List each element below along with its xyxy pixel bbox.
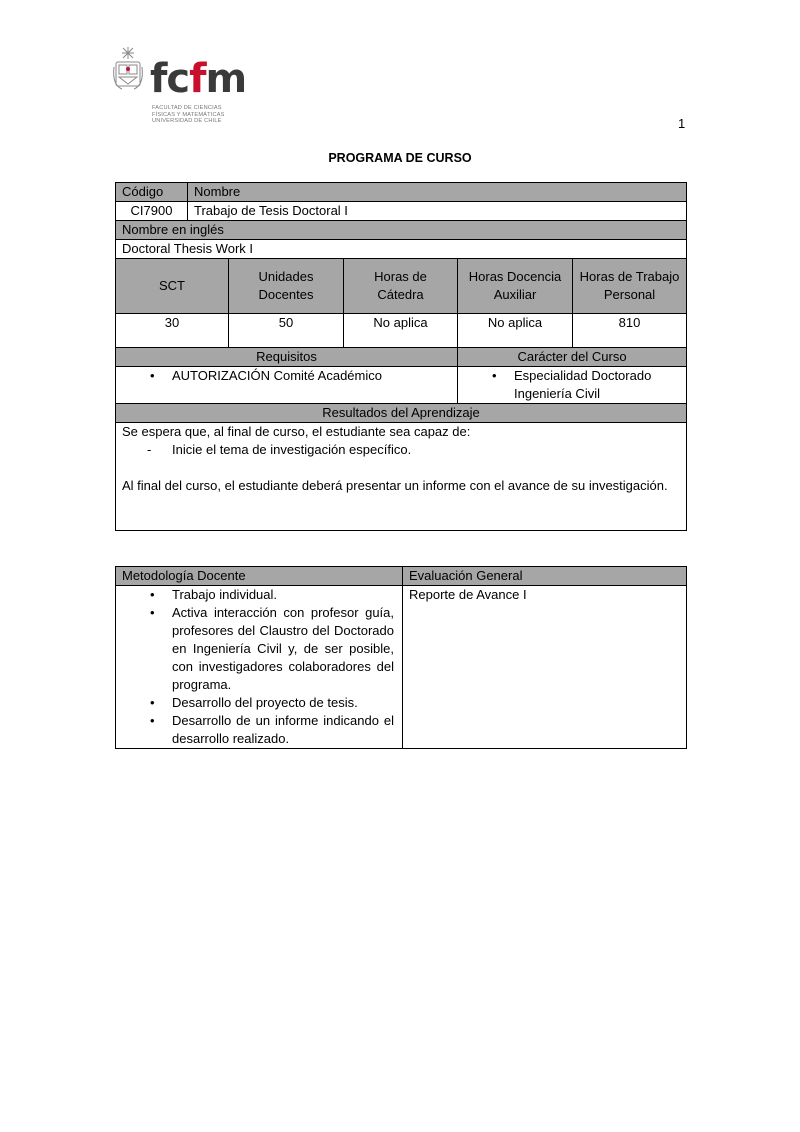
personal-hours-value: 810 [573, 314, 687, 348]
outcomes-intro: Se espera que, al final de curso, el estudiante sea capaz de: [122, 424, 471, 439]
logo-subtitle-line: UNIVERSIDAD DE CHILE [152, 118, 222, 124]
english-name-label: Nombre en inglés [116, 221, 687, 240]
name-label: Nombre [188, 183, 687, 202]
logo-wordmark [150, 56, 247, 102]
lecture-hours-value: No aplica [344, 314, 458, 348]
list-item: • Trabajo individual. [122, 586, 394, 604]
sct-value: 30 [116, 314, 229, 348]
lecture-hours-header: Horas de Cátedra [344, 259, 458, 314]
list-item: • Desarrollo de un informe indicando el desarrollo realizado. [122, 712, 394, 748]
page-title: PROGRAMA DE CURSO [328, 151, 472, 165]
logo-letter: m [205, 56, 247, 102]
character-label: Carácter del Curso [458, 348, 687, 367]
university-seal-icon [112, 45, 152, 105]
sct-header: SCT [116, 259, 229, 314]
outcomes-closing: Al final del curso, el estudiante deberá presentar un informe con el avance de su investigación. [122, 478, 668, 493]
list-item: • Activa interacción con profesor guía, profesores del Claustro del Doctorado en Ingeniería Civil y, de ser posible, con investigadores colaboradores del programa. [122, 604, 394, 694]
character-cell [458, 367, 687, 404]
faculty-logo [112, 45, 247, 130]
english-name: Doctoral Thesis Work I [116, 240, 687, 259]
course-code: CI7900 [116, 202, 188, 221]
requirements-label: Requisitos [116, 348, 458, 367]
list-item: • Desarrollo del proyecto de tesis. [122, 694, 394, 712]
evaluation-label: Evaluación General [403, 567, 687, 586]
course-name: Trabajo de Tesis Doctoral I [188, 202, 687, 221]
outcomes-label: Resultados del Aprendizaje [116, 404, 687, 423]
requirements-list [122, 367, 451, 385]
methodology-cell [116, 586, 403, 749]
methodology-table [115, 566, 687, 749]
teaching-units-value: 50 [229, 314, 344, 348]
outcomes-cell [116, 423, 687, 531]
code-label: Código [116, 183, 188, 202]
page-number: 1 [678, 116, 686, 131]
auxiliary-hours-value: No aplica [458, 314, 573, 348]
logo-wordmark-text [150, 56, 246, 102]
evaluation-cell: Reporte de Avance I [403, 586, 687, 749]
outcomes-item [122, 441, 680, 459]
logo-letter: f [189, 56, 206, 102]
character-list [464, 367, 680, 403]
dash-marker: - [147, 442, 152, 457]
logo-subtitle [152, 105, 252, 125]
teaching-units-header: Unidades Docentes [229, 259, 344, 314]
methodology-label: Metodología Docente [116, 567, 403, 586]
logo-subtitle-line: FACULTAD DE CIENCIAS [152, 105, 222, 111]
logo-letter: f [150, 56, 167, 102]
logo-subtitle-line: FÍSICAS Y MATEMÁTICAS [152, 111, 225, 118]
outcomes-item-text: Inicie el tema de investigación específico. [172, 442, 412, 457]
auxiliary-hours-header: Horas Docencia Auxiliar [458, 259, 573, 314]
requirements-cell [116, 367, 458, 404]
list-item: • AUTORIZACIÓN Comité Académico [122, 367, 451, 385]
logo-letter: c [166, 56, 190, 102]
personal-hours-header: Horas de Trabajo Personal [573, 259, 687, 314]
course-info-table [115, 182, 687, 531]
list-item: • Especialidad Doctorado Ingeniería Civil [464, 367, 680, 403]
methodology-list [122, 586, 394, 748]
